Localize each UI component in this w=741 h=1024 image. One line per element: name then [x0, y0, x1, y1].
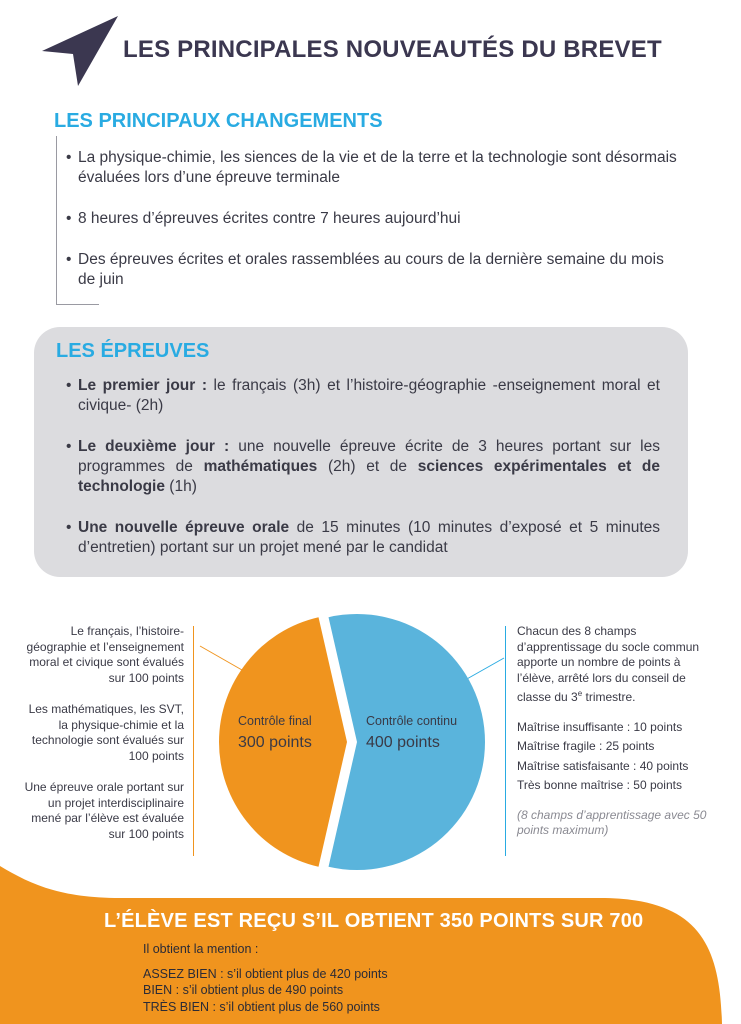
right-divider [505, 626, 506, 856]
mention-block [143, 941, 388, 1015]
subject-sciences: sciences expérimentales et de technologie [78, 458, 660, 495]
note-text: Le français, l’histoire-géographie et l’enseignement moral et civique sont évalués sur 100 points [26, 624, 184, 685]
list-item: • Des épreuves écrites et orales rassemblées au cours de la dernière semaine du mois de juin [66, 250, 678, 290]
continuous-assessment-notes [517, 624, 717, 839]
exam-description: une nouvelle épreuve écrite de 3 heures portant sur les programmes de [78, 438, 660, 475]
exam-description: (1h) [164, 478, 197, 495]
list-item: • La physique-chimie, les siences de la vie et de la terre et la technologie sont désormais évaluées lors d’une épreuve terminale [66, 148, 678, 188]
changes-list [66, 148, 678, 311]
page-title: LES PRINCIPALES NOUVEAUTÉS DU BREVET [123, 36, 662, 63]
exams-list [66, 376, 660, 579]
mastery-levels [517, 720, 717, 794]
mention-item: TRÈS BIEN : s’il obtient plus de 560 points [143, 999, 380, 1014]
paper-plane-icon [40, 14, 120, 89]
mastery-item: Maîtrise satisfaisante : 40 points [517, 758, 689, 773]
changes-section-title: LES PRINCIPAUX CHANGEMENTS [54, 110, 383, 132]
slice-value-continuous: 400 points [366, 734, 440, 751]
superscript: e [577, 689, 583, 698]
exam-description: de 15 minutes (10 minutes d’exposé et 5 minutes d’entretien) portant sur un projet mené par le candidat [78, 519, 660, 556]
mastery-item: Maîtrise fragile : 25 points [517, 739, 655, 753]
left-connector-line [200, 646, 242, 670]
slice-value-final: 300 points [238, 734, 312, 751]
mention-item: BIEN : s’il obtient plus de 490 points [143, 983, 344, 997]
points-pie-chart [190, 608, 520, 876]
exam-day-label: Le premier jour : [78, 377, 208, 394]
mastery-item: Très bonne maîtrise : 50 points [517, 778, 682, 792]
list-item [66, 376, 660, 416]
slice-label-continuous: Contrôle continu [366, 714, 458, 728]
note-text-part: trimestre. [582, 690, 636, 704]
list-item: • 8 heures d’épreuves écrites contre 7 heures aujourd’hui [66, 209, 678, 229]
exam-description: (2h) et de [317, 458, 418, 475]
exams-section-title: LES ÉPREUVES [56, 340, 210, 362]
note-text-part: Chacun des 8 champs d’apprentissage du socle commun apporte un nombre de points à l’élève, arrêté lors du conseil de classe du 3 [517, 624, 700, 704]
subject-math: mathématiques [203, 458, 318, 475]
list-item [66, 437, 660, 497]
exam-oral-label: Une nouvelle épreuve orale [78, 519, 290, 536]
exam-day-label: Le deuxième jour : [78, 438, 230, 455]
list-item [66, 518, 660, 558]
note-text: Une épreuve orale portant sur un projet interdisciplinaire mené par l’élève est évaluée sur 100 points [24, 780, 184, 841]
mention-intro: Il obtient la mention : [143, 942, 259, 956]
slice-label-final: Contrôle final [238, 714, 312, 728]
mastery-item: Maîtrise insuffisante : 10 points [517, 719, 683, 734]
final-exam-notes [20, 624, 184, 858]
note-text [517, 624, 717, 706]
mention-item: ASSEZ BIEN : s’il obtient plus de 420 points [143, 966, 388, 981]
footnote: (8 champs d’apprentissage avec 50 points maximum) [517, 807, 707, 837]
result-title: L’ÉLÈVE EST REÇU S’IL OBTIENT 350 POINTS SUR 700 [104, 910, 644, 932]
note-text: Les mathématiques, les SVT, la physique-chimie et la technologie sont évalués sur 100 points [28, 702, 184, 763]
exam-description: le français (3h) et l’histoire-géographie -enseignement moral et civique- (2h) [78, 377, 660, 414]
